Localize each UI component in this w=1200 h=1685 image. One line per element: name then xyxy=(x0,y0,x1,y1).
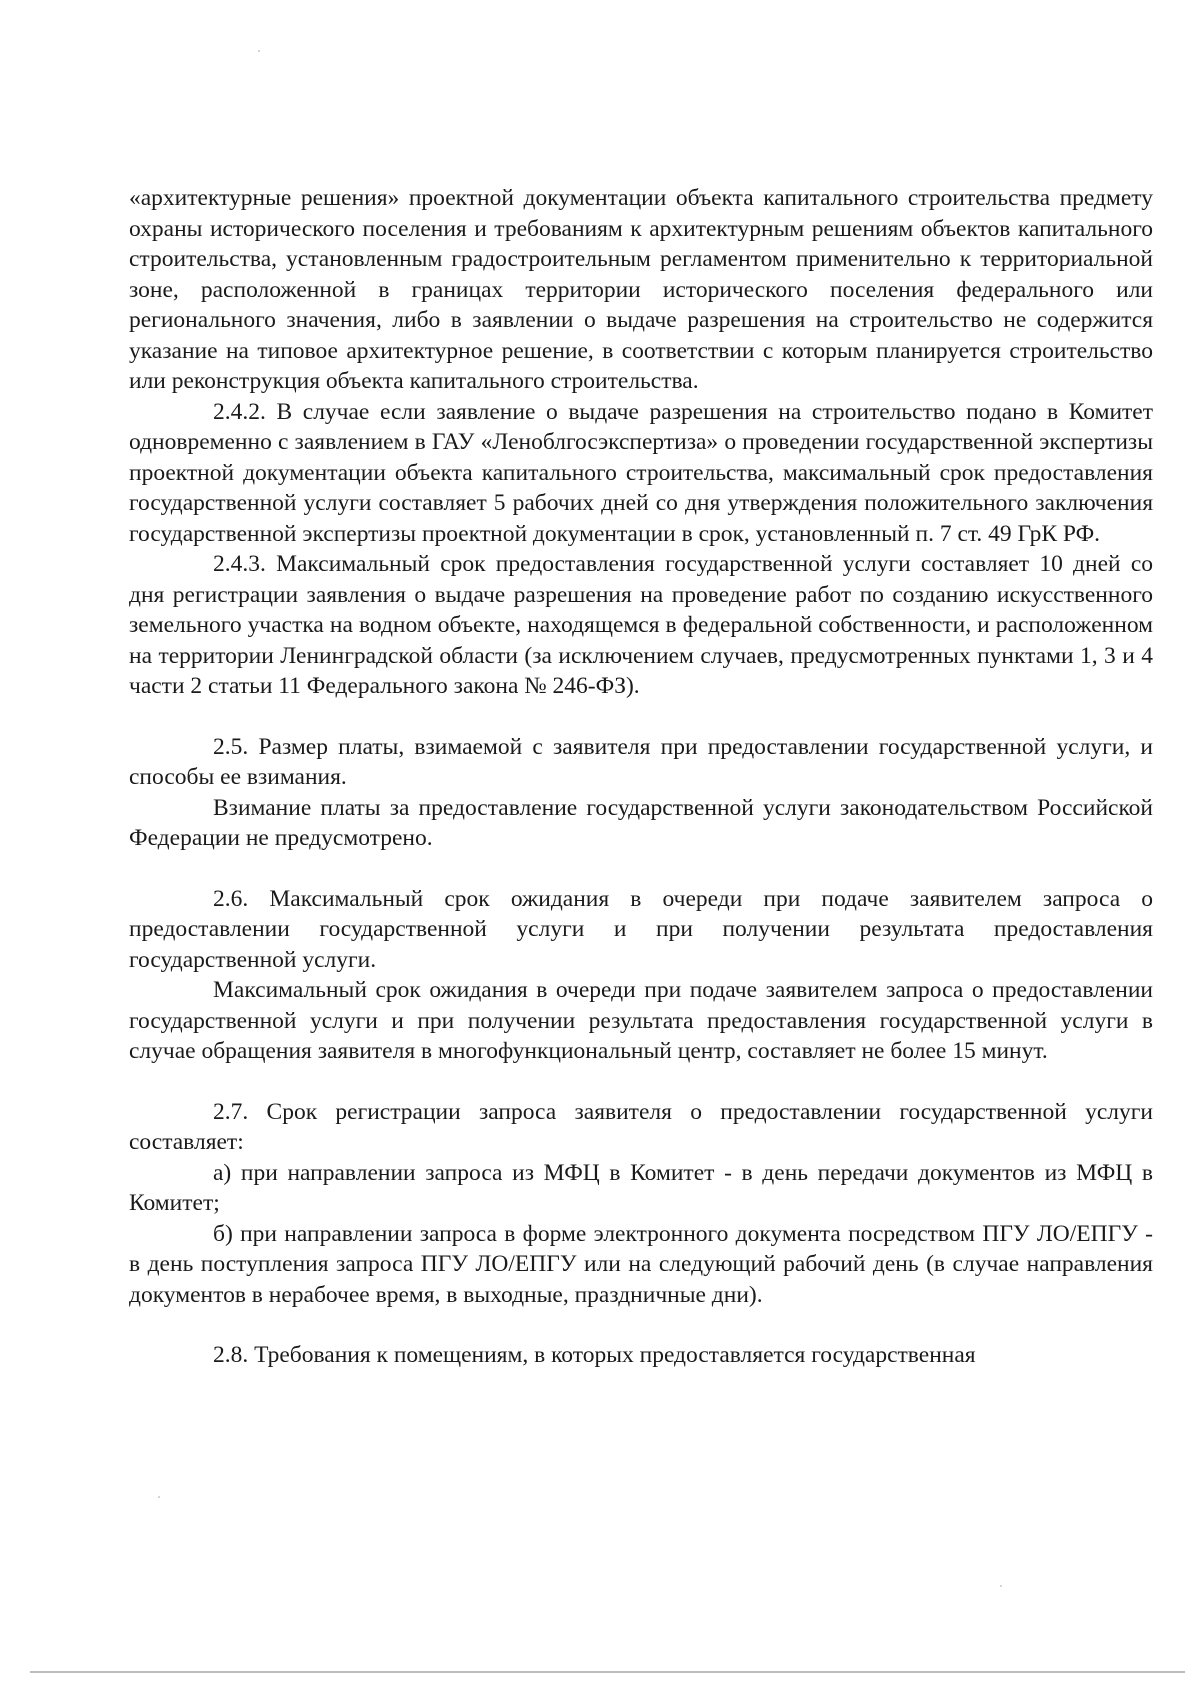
paragraph-gap xyxy=(129,702,1153,732)
section-heading-2-6: 2.6. Максимальный срок ожидания в очереди при подаче заявителем запроса о предоставлении государственной услуги и при получении результата предоставления государственной услуги. xyxy=(129,885,1153,973)
paragraph-2-6-body: Максимальный срок ожидания в очереди при подаче заявителем запроса о предоставлении государственной услуги и при получении результата предоставления государственной услуги в случае обращения заявителя в многофункциональный центр, составляет не более 15 минут. xyxy=(129,977,1153,1064)
section-heading-2-8: 2.8. Требования к помещениям, в которых предоставляется государственная xyxy=(213,1342,976,1368)
paragraph-continuation: «архитектурные решения» проектной документации объекта капитального строительства предмету охраны исторического поселения и требованиям к архитектурным решениям объектов капитального строительства, установленным градостроительным регламентом применительно к территориальной зоне, расположенной в границах территории исторического поселения федерального или регионального значения, либо в заявлении о выдаче разрешения на строительство не содержится указание на типовое архитектурное решение, в соответствии с которым планируется строительство или реконструкция объекта капитального строительства. xyxy=(129,185,1153,394)
paragraph-2-4-3: 2.4.3. Максимальный срок предоставления государственной услуги составляет 10 дней со дня регистрации заявления о выдаче разрешения на проведение работ по созданию искусственного земельного участка на водном объекте, находящемся в федеральной собственности, и расположенном на территории Ленинградской области (за исключением случаев, предусмотренных пунктами 1, 3 и 4 части 2 статьи 11 Федерального закона № 246-ФЗ). xyxy=(129,551,1153,699)
scan-speck xyxy=(258,50,260,52)
paragraph-gap xyxy=(129,1067,1153,1097)
paragraph-2-4-2: 2.4.2. В случае если заявление о выдаче разрешения на строительство подано в Комитет одновременно с заявлением в ГАУ «Леноблгосэкспертиза» о проведении государственной экспертизы проектной документации объекта капитального строительства, максимальный срок предоставления государственной услуги составляет 5 рабочих дней со дня утверждения положительного заключения государственной экспертизы проектной документации в срок, установленный п. 7 ст. 49 ГрК РФ. xyxy=(129,398,1153,547)
scan-bottom-edge xyxy=(30,1671,1185,1673)
paragraph-gap xyxy=(129,1310,1153,1340)
paragraph-2-5-body: Взимание платы за предоставление государственной услуги законодательством Российской Федерации не предусмотрено. xyxy=(129,794,1153,851)
list-item-2-7-b: б) при направлении запроса в форме электронного документа посредством ПГУ ЛО/ЕПГУ - в день поступления запроса ПГУ ЛО/ЕПГУ или на следующий рабочий день (в случае направления документов в нерабочее время, в выходные, праздничные дни). xyxy=(129,1220,1153,1308)
document-body xyxy=(129,183,1153,1371)
section-heading-2-7: 2.7. Срок регистрации запроса заявителя о предоставлении государственной услуги составляет: xyxy=(129,1098,1153,1155)
scan-speck xyxy=(158,1496,160,1498)
section-heading-2-5: 2.5. Размер платы, взимаемой с заявителя при предоставлении государственной услуги, и способы ее взимания. xyxy=(129,733,1153,790)
scan-speck xyxy=(1000,1585,1002,1587)
list-item-2-7-a: а) при направлении запроса из МФЦ в Комитет - в день передачи документов из МФЦ в Комитет; xyxy=(129,1159,1153,1216)
paragraph-gap xyxy=(129,854,1153,884)
